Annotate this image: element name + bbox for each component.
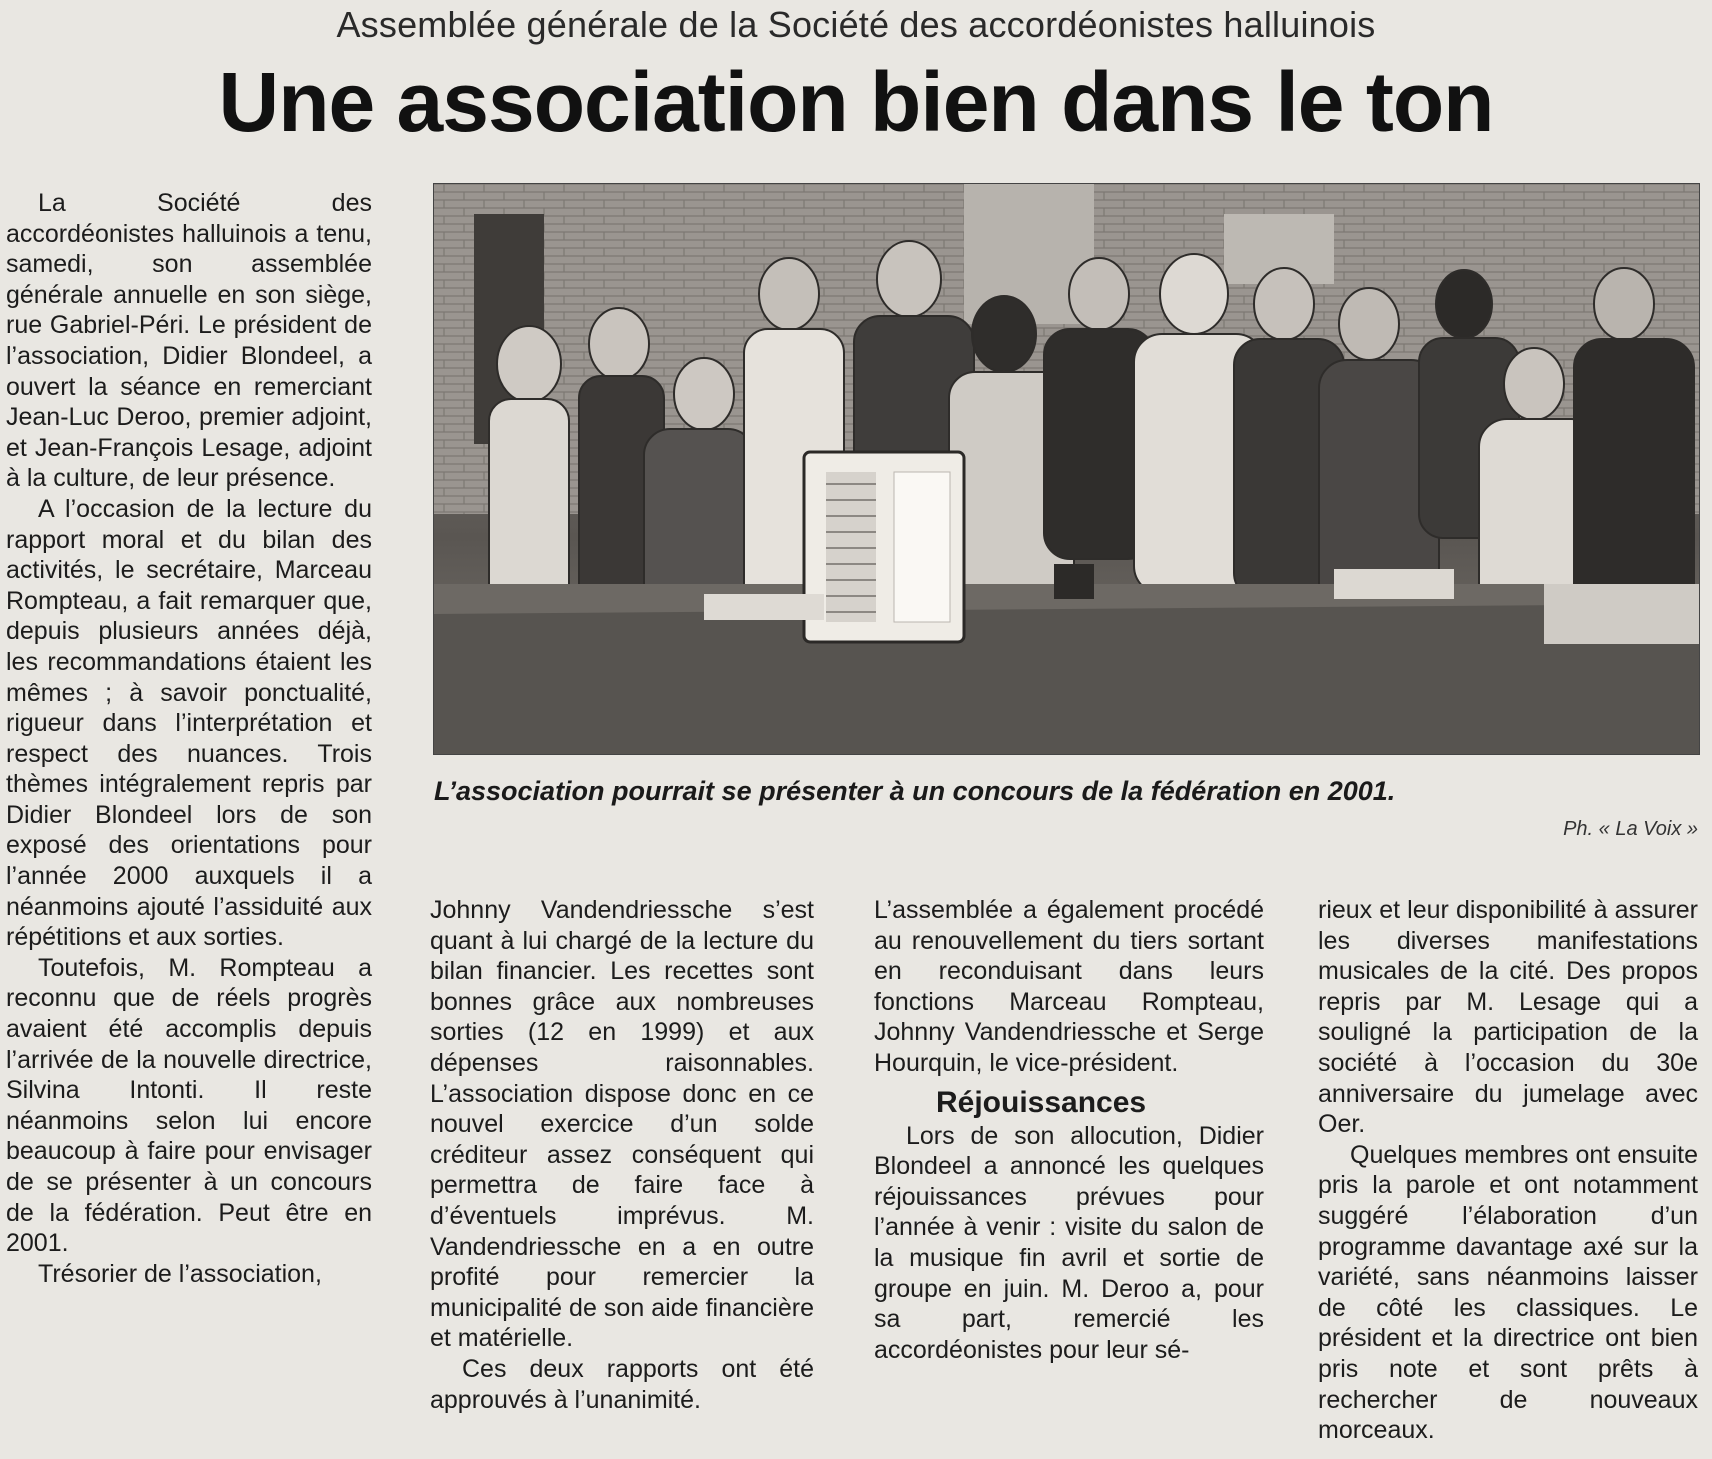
paragraph: rieux et leur disponibilité à assurer les diverses manifestations musicales de la cité. Des propos repris par M. Lesage qui a souligné la participation de la société à l’occasion du 30e anniversaire du jumelage avec Oer. <box>1318 896 1698 1139</box>
photo-caption: L’association pourrait se présenter à un concours de la fédération en 2001. <box>434 776 1396 806</box>
paragraph: Johnny Vandendriessche s’est quant à lui chargé de la lecture du bilan financier. Les recettes sont bonnes grâce aux nombreuses sorties (12 en 1999) et aux dépenses raisonnables. L’association dispose donc en ce nouvel exercice d’un solde créditeur assez conséquent qui permettra de faire face à d’éventuels imprévus. M. Vandendriessche en a en outre profité pour remercier la municipalité de son aide financière et matérielle. <box>430 896 814 1353</box>
column-3 <box>874 895 1264 1365</box>
group-photo-illustration <box>434 184 1699 754</box>
group-photo <box>433 183 1700 755</box>
paragraph: La Société des accordéonistes halluinois a tenu, samedi, son assemblée générale annuelle en son siège, rue Gabriel-Péri. Le président de l’association, Didier Blondeel, a ouvert la séance en remerciant Jean-Luc Deroo, premier adjoint, et Jean-François Lesage, adjoint à la culture, de leur présence. <box>6 189 372 493</box>
article-kicker: Assemblée générale de la Société des accordéonistes halluinois <box>336 4 1376 45</box>
column-4 <box>1318 895 1698 1446</box>
paragraph: Ces deux rapports ont été approuvés à l’unanimité. <box>430 1354 814 1414</box>
paragraph: Trésorier de l’association, <box>38 1259 322 1288</box>
article-headline: Une association bien dans le ton <box>218 55 1494 149</box>
paragraph: L’assemblée a également procédé au renouvellement du tiers sortant en reconduisant dans leurs fonctions Marceau Rompteau, Johnny Vandendriessche et Serge Hourquin, le vice-président. <box>874 896 1264 1077</box>
column-1 <box>6 188 372 1289</box>
paragraph: A l’occasion de la lecture du rapport moral et du bilan des activités, le secrétaire, Marceau Rompteau, a fait remarquer que, depuis plusieurs années déjà, les recommandations étaient les mêmes ; à savoir ponctualité, rigueur dans l’interprétation et respect des nuances. Trois thèmes intégralement repris par Didier Blondeel lors de son exposé des orientations pour l’année 2000 auxquels il a néanmoins ajouté l’assiduité aux répétitions et aux sorties. <box>6 494 372 952</box>
section-subhead: Réjouissances <box>936 1085 1147 1119</box>
paragraph: Lors de son allocution, Didier Blondeel a annoncé les quelques réjouissances prévues pour l’année à venir : visite du salon de la musique fin avril et sortie de groupe en juin. M. Deroo a, pour sa part, remercié les accordéonistes pour leur sé- <box>874 1121 1264 1364</box>
paragraph: Toutefois, M. Rompteau a reconnu que de réels progrès avaient été accomplis depuis l’arrivée de la nouvelle directrice, Silvina Intonti. Il reste néanmoins selon lui encore beaucoup à faire pour envisager de se présenter à un concours de la fédération. Peut être en 2001. <box>6 953 372 1258</box>
photo-credit: Ph. « La Voix » <box>1563 818 1698 840</box>
paragraph: Quelques membres ont ensuite pris la parole et ont notamment suggéré l’élaboration d’un programme davantage axé sur la variété, sans néanmoins laisser de côté les classiques. Le président et la directrice ont bien pris note et sont prêts à rechercher de nouveaux morceaux. <box>1318 1140 1698 1445</box>
column-2 <box>430 895 814 1415</box>
